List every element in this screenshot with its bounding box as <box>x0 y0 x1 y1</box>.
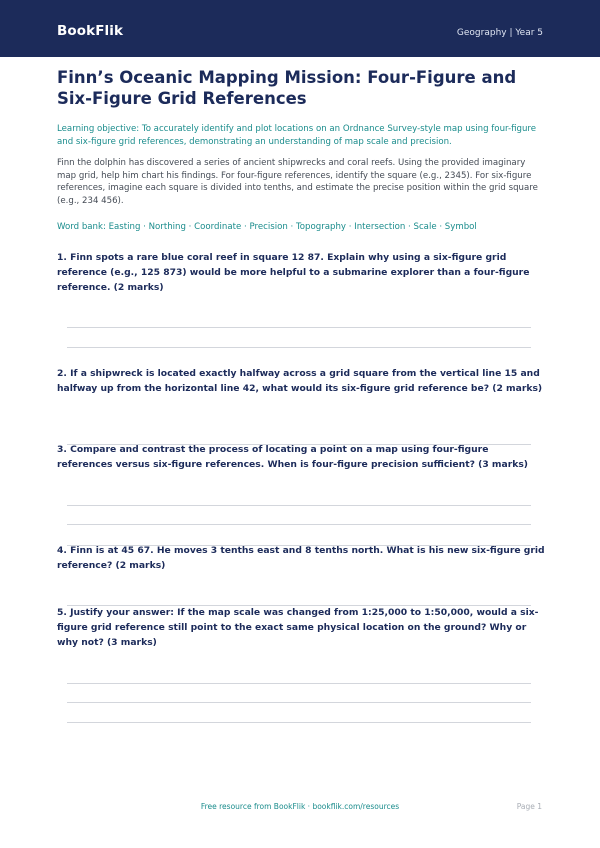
question-5: 5. Justify your answer: If the map scale was changed from 1:25,000 to 1:50,000, would a six-figure grid reference still point to the exact same physical location on the ground? Why or why not? (3 marks) <box>57 607 539 648</box>
page-number: Page 1 <box>516 802 542 811</box>
question-2: 2. If a shipwreck is located exactly halfway across a grid square from the vertical line 15 and halfway up from the horizontal line 42, what would its six-figure grid reference be? (2 marks) <box>57 368 543 394</box>
answer-line[interactable] <box>67 505 531 506</box>
answer-line[interactable] <box>67 347 531 348</box>
answer-line[interactable] <box>67 327 531 328</box>
brand-logo[interactable]: BookFlik <box>57 23 124 39</box>
learning-objective: Learning objective: To accurately identify and plot locations on an Ordnance Survey-style map using four-figure and six-figure grid references, demonstrating an understanding of map scale and precision. <box>57 124 537 147</box>
header-bar <box>0 0 600 57</box>
question-4: 4. Finn is at 45 67. He moves 3 tenths east and 8 tenths north. What is his new six-figure grid reference? (2 marks) <box>57 545 545 571</box>
question-3: 3. Compare and contrast the process of locating a point on a map using four-figure references versus six-figure references. When is four-figure precision sufficient? (3 marks) <box>57 444 528 470</box>
answer-line[interactable] <box>67 722 531 723</box>
answer-line[interactable] <box>67 683 531 684</box>
worksheet-title: Finn’s Oceanic Mapping Mission: Four-Figure and Six-Figure Grid References <box>57 68 517 108</box>
question-1: 1. Finn spots a rare blue coral reef in square 12 87. Explain why using a six-figure grid reference (e.g., 125 873) would be more helpful to a submarine explorer than a four-figure reference. (2 marks) <box>57 252 530 293</box>
answer-line[interactable] <box>67 702 531 703</box>
subject-year-label: Geography | Year 5 <box>456 28 543 38</box>
intro-paragraph: Finn the dolphin has discovered a series of ancient shipwrecks and coral reefs. Using the provided imaginary map grid, help him chart his findings. For four-figure references, identify the square (e.g., 2345). For six-figure references, imagine each square is divided into tenths, and estimate the precise position within the grid square (e.g., 234 456). <box>57 158 538 206</box>
word-bank: Word bank: Easting · Northing · Coordinate · Precision · Topography · Intersection · Scale · Symbol <box>57 222 477 232</box>
answer-line[interactable] <box>67 524 531 525</box>
footer-resource-link[interactable]: Free resource from BookFlik · bookflik.com/resources <box>200 802 400 811</box>
